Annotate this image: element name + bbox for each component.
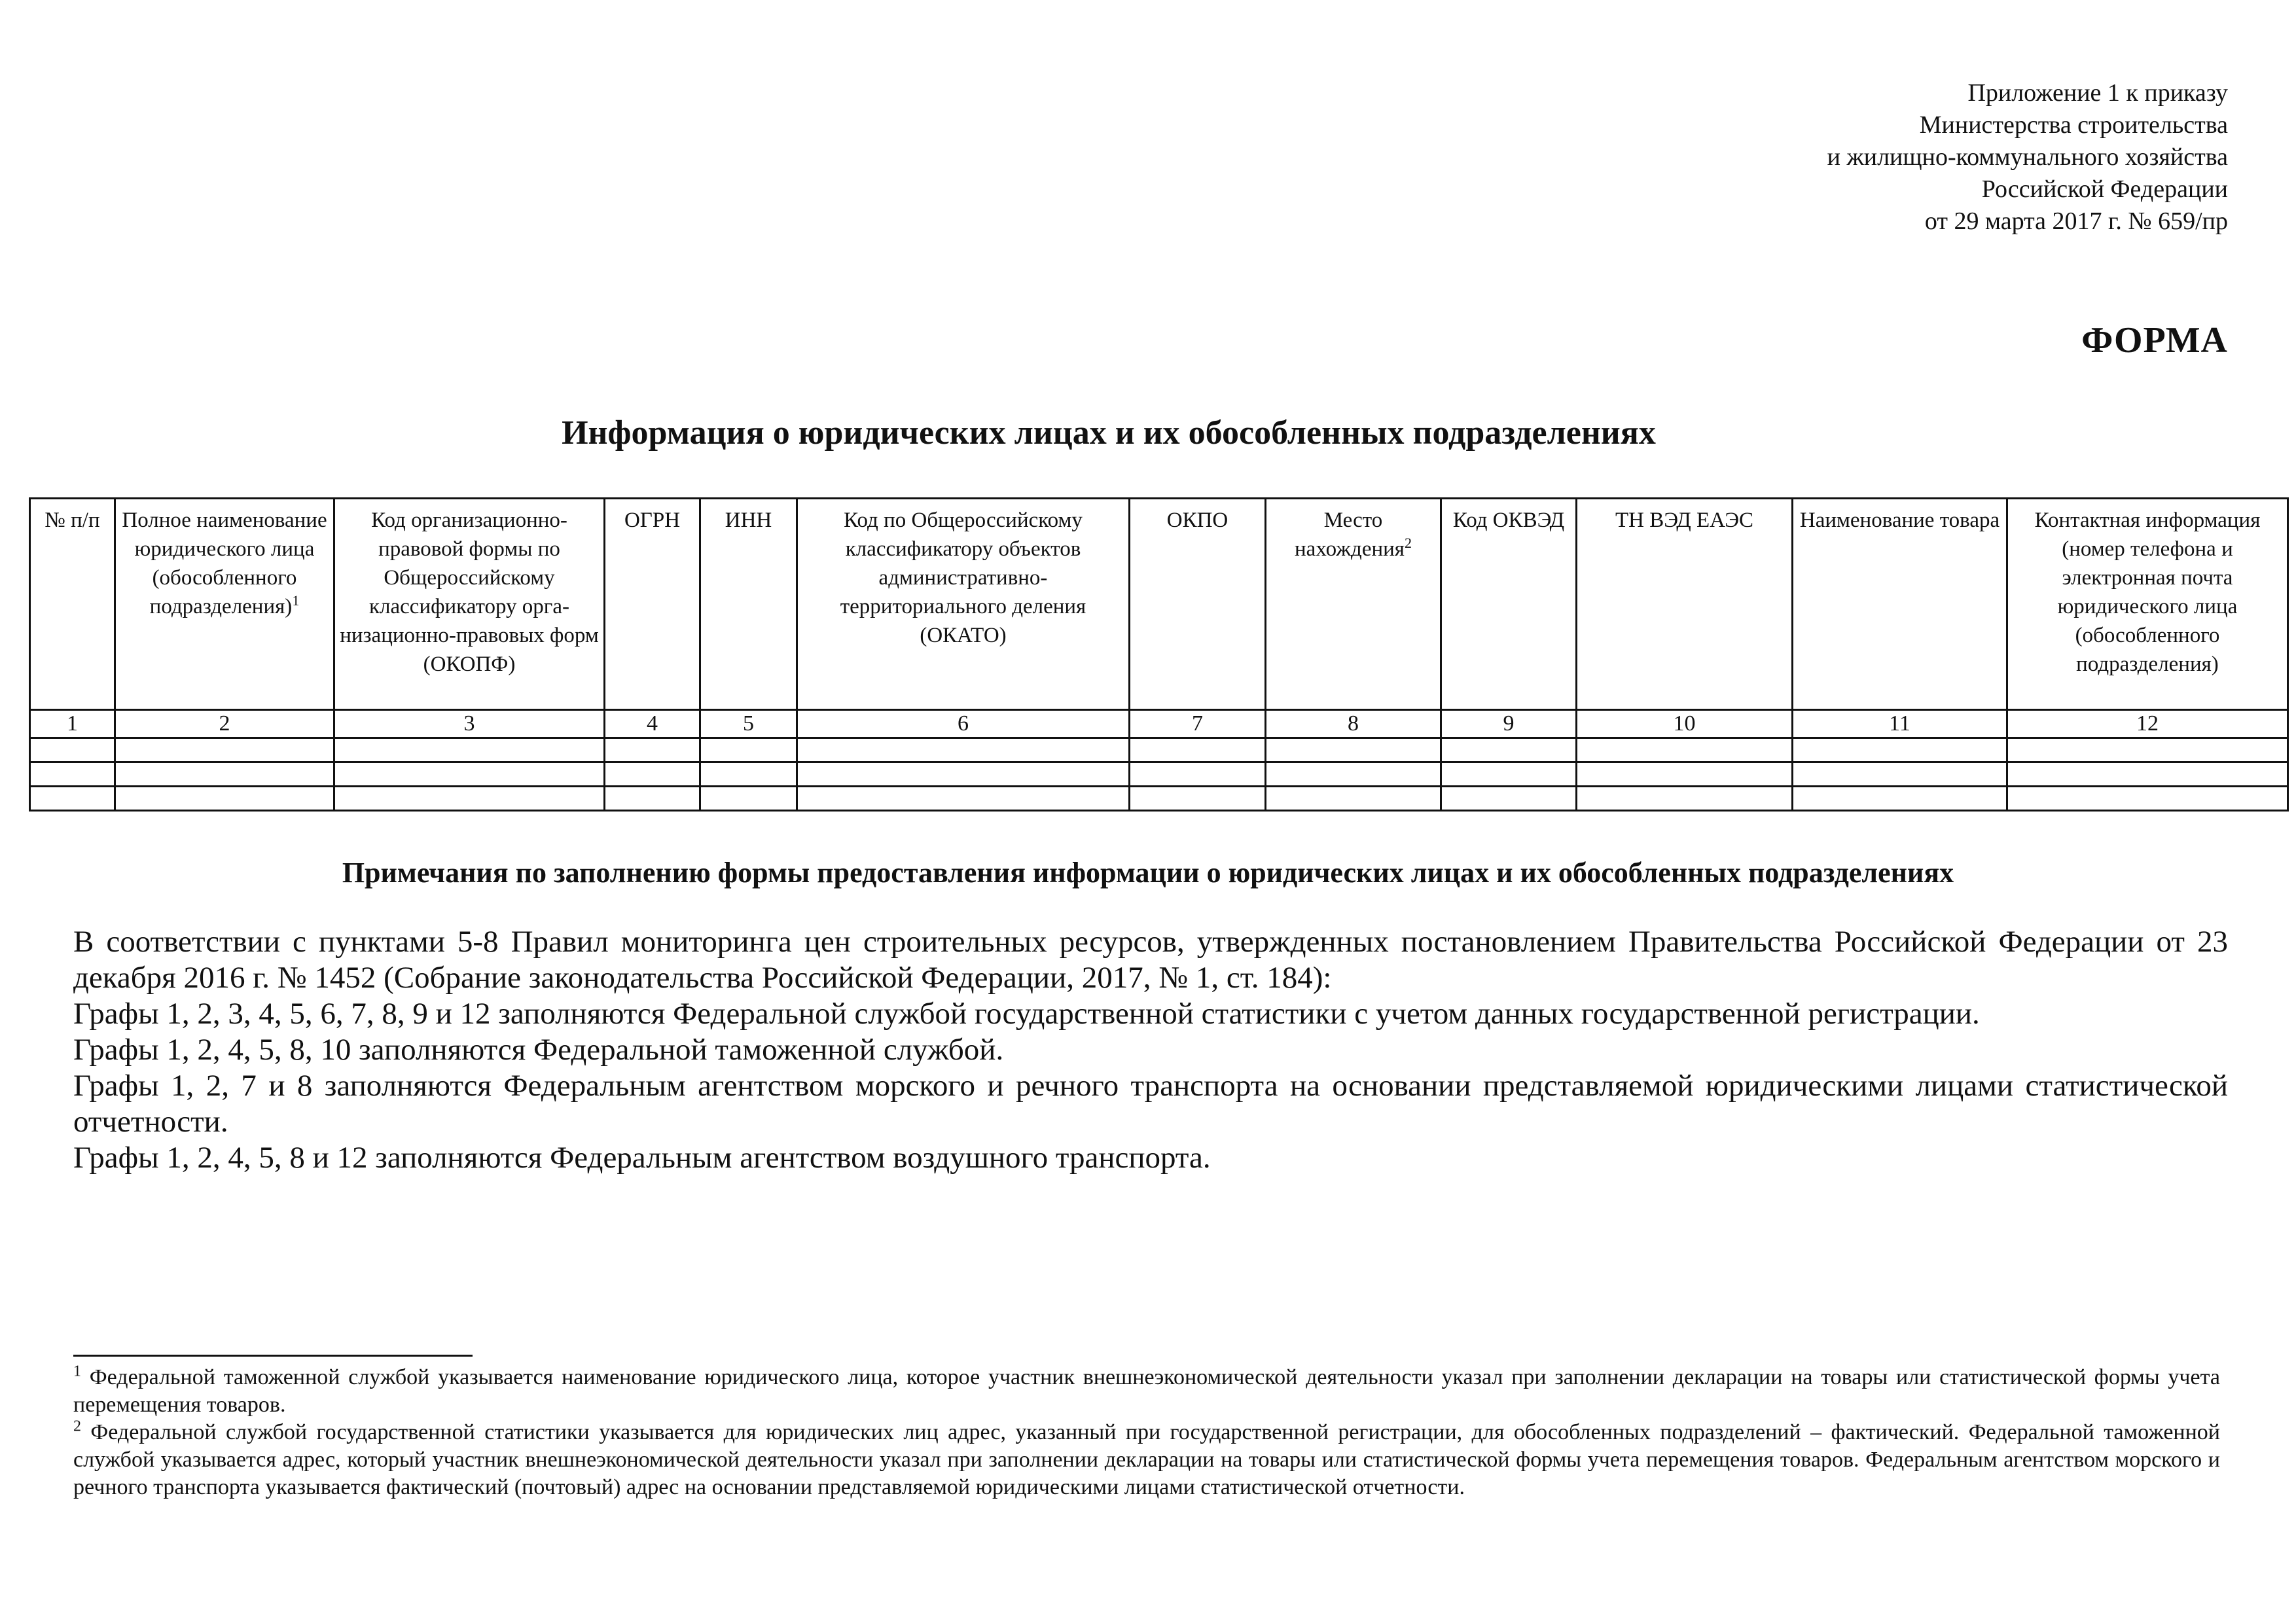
table-cell[interactable]	[1266, 787, 1441, 811]
header-text: Контактная информация (номер телефона и электронная почта юридического лица (обособленного подразделения)	[2034, 508, 2261, 676]
table-cell[interactable]	[797, 762, 1130, 787]
table-cell[interactable]	[1441, 762, 1577, 787]
header-cell	[700, 499, 797, 710]
table-row	[30, 762, 2288, 787]
footnote-ref: 2	[1404, 535, 1412, 551]
table-cell[interactable]	[30, 787, 115, 811]
header-cell	[1266, 499, 1441, 710]
appendix-line: Министерства строительства	[1919, 111, 2228, 139]
column-number: 9	[1441, 710, 1577, 738]
table-cell[interactable]	[1130, 762, 1266, 787]
footnote-mark: 2	[73, 1418, 81, 1435]
header-cell	[605, 499, 700, 710]
header-text: Код ОКВЭД	[1452, 508, 1565, 532]
header-text: ТН ВЭД ЕАЭС	[1615, 508, 1753, 532]
table-cell[interactable]	[1577, 738, 1793, 762]
form-label: ФОРМА	[2081, 320, 2228, 361]
footnotes	[73, 1364, 2220, 1501]
table-cell[interactable]	[1130, 738, 1266, 762]
table-row	[30, 787, 2288, 811]
appendix-line: и жилищно-коммунального хозяйства	[1827, 143, 2228, 171]
footnote-text: Федеральной службой государственной статистики указывается для юридических лиц адрес, указанный при государственной регистрации, для обособленных подразделений – фактический. Федеральной таможенной службой указывается адрес, который участник внешнеэкономической деятельности указал при заполнении декларации на товары или статистической формы учета перемещения товаров. Федеральным агентством морского и речного транспорта указывается фактический (почтовый) адрес на основании представляемой юридическими лицами статистической отчетности.	[73, 1420, 2220, 1499]
table-cell[interactable]	[605, 762, 700, 787]
table-cell[interactable]	[1793, 787, 2007, 811]
table-cell[interactable]	[115, 762, 334, 787]
document-title: Информация о юридических лицах и их обособленных подразделениях	[562, 414, 1656, 452]
header-text: Код организационно-правовой формы по Общероссийскому классификатору орга-низационно-правовых форм (ОКОПФ)	[340, 508, 599, 676]
table-cell[interactable]	[605, 738, 700, 762]
table-cell[interactable]	[797, 738, 1130, 762]
table-cell[interactable]	[1793, 738, 2007, 762]
footnote	[73, 1364, 2220, 1419]
appendix-line: Российской Федерации	[1981, 175, 2228, 203]
table-cell[interactable]	[797, 787, 1130, 811]
table-cell[interactable]	[1266, 738, 1441, 762]
notes-paragraph: В соответствии с пунктами 5-8 Правил мониторинга цен строительных ресурсов, утвержденных постановлением Правительства Российской Федерации от 23 декабря 2016 г. № 1452 (Собрание законодательства Российской Федерации, 2017, № 1, ст. 184):	[73, 925, 2228, 995]
table-cell[interactable]	[605, 787, 700, 811]
column-number: 4	[605, 710, 700, 738]
footnote-mark: 1	[73, 1363, 81, 1380]
header-cell	[115, 499, 334, 710]
table-cell[interactable]	[1793, 762, 2007, 787]
header-cell	[2007, 499, 2288, 710]
table-cell[interactable]	[2007, 787, 2288, 811]
header-cell	[334, 499, 605, 710]
header-cell	[1577, 499, 1793, 710]
column-number: 7	[1130, 710, 1266, 738]
header-text: ОГРН	[624, 508, 681, 532]
header-text: Место нахождения	[1295, 508, 1405, 561]
table-row	[30, 738, 2288, 762]
notes-heading: Примечания по заполнению формы предоставления информации о юридических лицах и их обособленных подразделениях	[342, 857, 1954, 889]
header-cell	[1441, 499, 1577, 710]
table-cell[interactable]	[115, 787, 334, 811]
column-number: 3	[334, 710, 605, 738]
header-text: № п/п	[45, 508, 100, 532]
header-text: Полное наименование юридического лица (обособленного подразделения)	[122, 508, 327, 618]
footnote	[73, 1419, 2220, 1501]
appendix-line: от 29 марта 2017 г. № 659/пр	[1924, 207, 2228, 235]
notes-body	[73, 924, 2228, 1176]
column-number-row	[30, 710, 2288, 738]
column-number: 5	[700, 710, 797, 738]
table-cell[interactable]	[334, 738, 605, 762]
header-cell	[30, 499, 115, 710]
table-header-row	[30, 499, 2288, 710]
appendix-header	[1827, 77, 2228, 238]
table-cell[interactable]	[1577, 787, 1793, 811]
header-cell	[797, 499, 1130, 710]
footnote-text: Федеральной таможенной службой указывается наименование юридического лица, которое участник внешнеэкономической деятельности указал при заполнении декларации на товары или статистической формы учета перемещения товаров.	[73, 1365, 2220, 1417]
document-title-wrapper	[0, 414, 2296, 452]
table-cell[interactable]	[1130, 787, 1266, 811]
footnote-divider	[73, 1355, 473, 1357]
legal-entities-table	[29, 497, 2289, 812]
column-number: 12	[2007, 710, 2288, 738]
footnote-ref: 1	[292, 592, 300, 609]
table-cell[interactable]	[334, 762, 605, 787]
table-cell[interactable]	[1441, 738, 1577, 762]
header-text: ОКПО	[1166, 508, 1229, 532]
table-cell[interactable]	[1266, 762, 1441, 787]
table-cell[interactable]	[2007, 762, 2288, 787]
table-cell[interactable]	[700, 738, 797, 762]
header-cell	[1793, 499, 2007, 710]
column-number: 8	[1266, 710, 1441, 738]
column-number: 11	[1793, 710, 2007, 738]
notes-paragraph: Графы 1, 2, 4, 5, 8, 10 заполняются Федеральной таможенной службой.	[73, 1033, 1004, 1067]
header-text: ИНН	[725, 508, 772, 532]
appendix-line: Приложение 1 к приказу	[1967, 79, 2228, 107]
notes-paragraph: Графы 1, 2, 3, 4, 5, 6, 7, 8, 9 и 12 заполняются Федеральной службой государственной статистики с учетом данных государственной регистрации.	[73, 997, 1980, 1031]
column-number: 10	[1577, 710, 1793, 738]
table-cell[interactable]	[1441, 787, 1577, 811]
table-cell[interactable]	[115, 738, 334, 762]
table-cell[interactable]	[30, 738, 115, 762]
notes-paragraph: Графы 1, 2, 4, 5, 8 и 12 заполняются Федеральным агентством воздушного транспорта.	[73, 1141, 1211, 1175]
table-cell[interactable]	[1577, 762, 1793, 787]
column-number: 6	[797, 710, 1130, 738]
header-cell	[1130, 499, 1266, 710]
table-cell[interactable]	[334, 787, 605, 811]
header-text: Код по Общероссийскому классификатору объектов административно-территориального деления (ОКАТО)	[840, 508, 1086, 647]
table-cell[interactable]	[700, 787, 797, 811]
column-number: 1	[30, 710, 115, 738]
column-number: 2	[115, 710, 334, 738]
table-cell[interactable]	[30, 762, 115, 787]
notes-heading-wrapper	[0, 856, 2296, 889]
table-cell[interactable]	[700, 762, 797, 787]
table-cell[interactable]	[2007, 738, 2288, 762]
notes-paragraph: Графы 1, 2, 7 и 8 заполняются Федеральным агентством морского и речного транспорта на основании представляемой юридическими лицами статистической отчетности.	[73, 1069, 2228, 1139]
header-text: Наименование товара	[1799, 508, 2000, 532]
